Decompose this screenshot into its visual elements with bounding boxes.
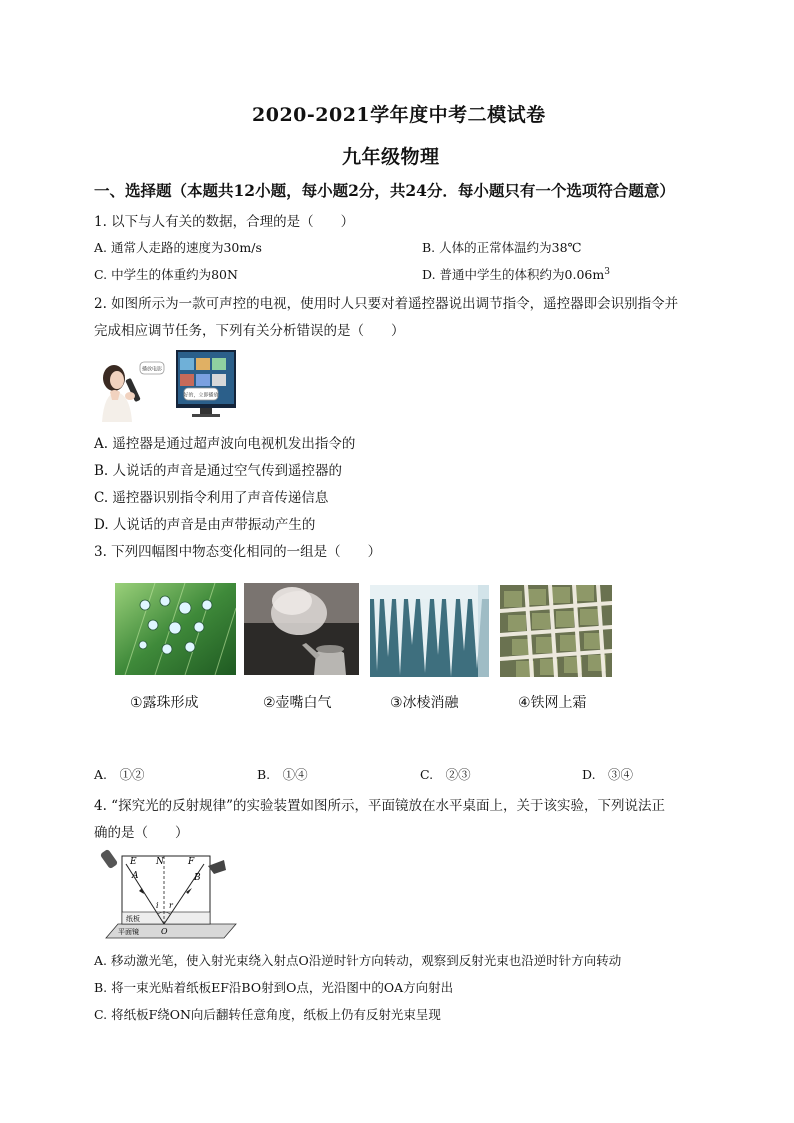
q2-option-b: B. 人说话的声音是通过空气传到遥控器的 [94, 463, 343, 479]
exam-title: 2020-2021学年度中考二模试卷 [252, 104, 546, 126]
bubble-1-text: 播放电影 [141, 366, 163, 373]
q1-option-d [422, 265, 610, 283]
q1-option-a: A. 通常人走路的速度为30m/s [94, 240, 262, 255]
voice-tv-illustration [100, 348, 238, 422]
label-f: F [188, 857, 195, 867]
q4-option-a: A. 移动激光笔，使入射光束绕入射点O沿逆时针方向转动，观察到反射光束也沿逆时针方向转动 [94, 953, 622, 968]
label-o: O [161, 927, 168, 936]
frost-mesh-photo [500, 585, 612, 677]
caption-2: ②壶嘴白气 [263, 695, 332, 711]
kettle-photo [244, 583, 359, 675]
label-n: N [156, 857, 164, 867]
q3-option-a: A. ①② [94, 767, 145, 782]
q2-option-c: C. 遥控器识别指令利用了声音传递信息 [94, 490, 329, 506]
q4-option-b: B. 将一束光贴着纸板EF沿BO射到O点，光沿图中的OA方向射出 [94, 980, 454, 995]
exam-subtitle: 九年级物理 [342, 146, 440, 168]
q4-stem-line2: 确的是（ ） [94, 825, 189, 841]
q1-option-d-text: D. 普通中学生的体积约为0.06m [422, 267, 605, 282]
caption-1: ①露珠形成 [130, 695, 199, 711]
label-mirror: 平面镜 [118, 928, 139, 936]
label-e: E [130, 857, 137, 867]
label-board: 纸板 [126, 915, 140, 923]
q4-option-c: C. 将纸板F绕ON向后翻转任意角度，纸板上仍有反射光束呈现 [94, 1007, 441, 1022]
icicle-photo [370, 585, 489, 677]
q1-option-b: B. 人体的正常体温约为38℃ [422, 240, 582, 255]
q3-option-d: D. ③④ [582, 767, 634, 782]
label-b: B [194, 873, 201, 883]
q2-option-d: D. 人说话的声音是由声带振动产生的 [94, 517, 316, 533]
caption-3: ③冰棱消融 [390, 695, 459, 711]
label-a: A [132, 871, 139, 881]
q2-stem-line1: 2. 如图所示为一款可声控的电视，使用时人只要对着遥控器说出调节指令，遥控器即会识别指令并 [94, 296, 679, 312]
q4-stem-line1: 4. “探究光的反射规律”的实验装置如图所示，平面镜放在水平桌面上，关于该实验，下列说法正 [94, 798, 665, 814]
q1-stem: 1. 以下与人有关的数据，合理的是（ ） [94, 214, 355, 230]
dew-photo [115, 583, 236, 675]
label-i: i [156, 901, 159, 910]
q3-stem: 3. 下列四幅图中物态变化相同的一组是（ ） [94, 544, 382, 560]
q2-stem-line2: 完成相应调节任务，下列有关分析错误的是（ ） [94, 323, 405, 339]
bubble-2-text: 好的，立即播放 [183, 392, 219, 399]
caption-4: ④铁网上霜 [518, 695, 587, 711]
q1-option-c: C. 中学生的体重约为80N [94, 267, 238, 282]
q3-option-b: B. ①④ [257, 767, 308, 782]
section-heading: 一、选择题（本题共12小题，每小题2分，共24分．每小题只有一个选项符合题意） [94, 181, 675, 200]
label-r: r [169, 901, 173, 910]
q2-option-a: A. 遥控器是通过超声波向电视机发出指令的 [94, 436, 356, 452]
q3-option-c: C. ②③ [420, 767, 471, 782]
q1-option-d-sup: 3 [604, 266, 610, 277]
reflection-diagram [100, 848, 242, 940]
